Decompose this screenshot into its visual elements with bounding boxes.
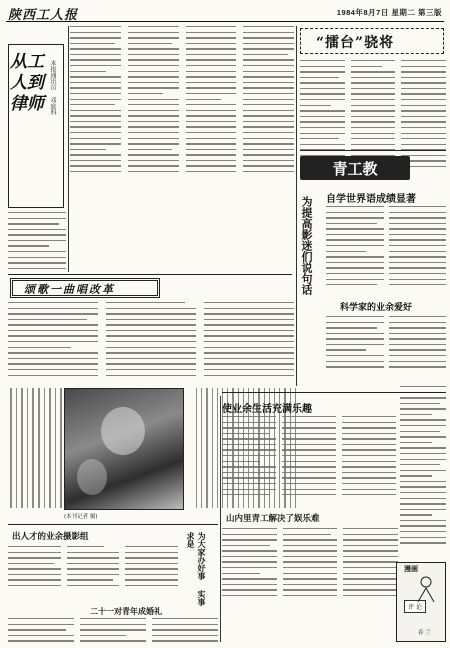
story-title: 为大家办好事 实事求是	[186, 532, 207, 606]
lawyers-body-main	[70, 26, 294, 254]
photo-highlight	[101, 407, 145, 455]
photo-highlight-2	[77, 459, 107, 495]
divider-col-1	[68, 26, 69, 272]
leitai-frame	[300, 28, 444, 54]
qinggongjiao-banner: 青工教	[300, 156, 410, 180]
peak-title: 自学世界语成绩显著	[326, 194, 416, 205]
lawyers-byline: 本报通讯员 邓庭科	[49, 60, 56, 115]
divider-right-mid	[222, 392, 446, 393]
left-vertical-body	[8, 388, 62, 508]
cartoon-figure-icon	[412, 576, 440, 602]
leitai-title: “擂台”骁将	[316, 35, 395, 51]
dateline: 1984年8月7日 星期二 第三版	[336, 8, 442, 17]
life-body	[222, 416, 396, 512]
cartoon-signature: 春 兰	[418, 630, 431, 636]
divider-col-3	[220, 396, 221, 642]
masthead	[6, 4, 444, 22]
divider-left-mid	[8, 274, 292, 275]
science-body	[326, 316, 446, 386]
photo-caption: (本刊记者 摄)	[64, 514, 98, 520]
performance-photo	[64, 388, 184, 510]
rural-title: 山内里青工解决了娱乐难	[226, 514, 320, 524]
amateur-title: 出人才的业余摄影组	[12, 532, 89, 542]
song-body	[8, 302, 294, 384]
divider-col-2	[296, 26, 297, 386]
science-list	[400, 386, 446, 546]
lawyers-body-left	[8, 212, 66, 272]
lawyers-title: 从工人到律师	[10, 52, 44, 114]
twenty-title: 二十一对青年成婚礼	[90, 606, 162, 616]
science-title: 科学家的业余爱好	[340, 303, 413, 313]
twenty-body	[8, 618, 218, 644]
life-title: 使业余生活充满乐趣	[222, 404, 312, 415]
cartoon-caption: 漫画	[404, 564, 418, 573]
song-title: 颂歌一曲唱改革	[24, 283, 115, 296]
cartoon-label: 评 论	[404, 600, 426, 613]
rural-body	[222, 528, 398, 616]
divider-right-top	[300, 150, 446, 151]
amateur-body	[8, 546, 178, 606]
divider-bottom-left	[8, 524, 218, 525]
peak-body	[326, 206, 446, 296]
newspaper-logo: 陕西工人报	[8, 8, 79, 23]
qinggongjiao-subtitle: 为提高影迷们说句话	[300, 196, 313, 295]
